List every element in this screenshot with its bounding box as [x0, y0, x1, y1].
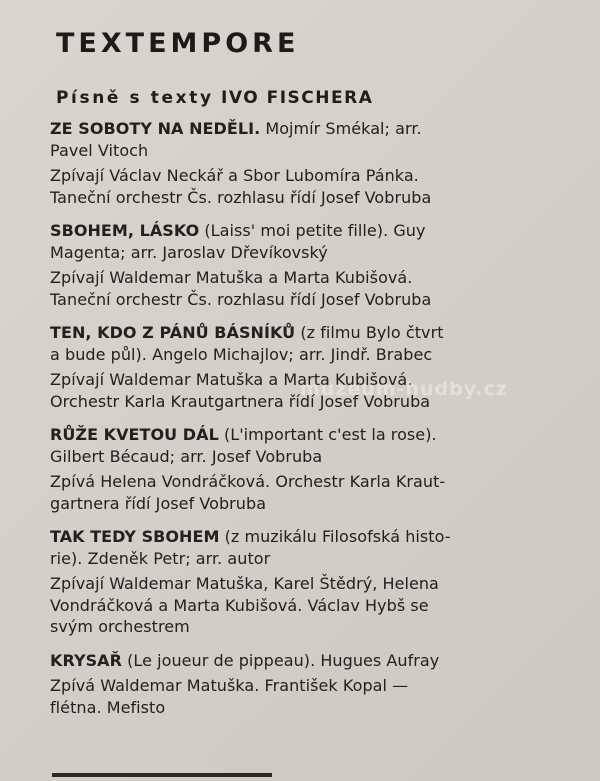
track-title-line: [50, 424, 590, 446]
track-item: [50, 220, 590, 310]
watermark-text: muzeum-hudby.cz: [300, 378, 508, 400]
performers-line: Orchestr Karla Krautgartnera řídí Josef Vobruba: [50, 391, 431, 411]
song-credits: Mojmír Smékal; arr.: [265, 119, 422, 138]
track-item: [50, 118, 590, 208]
track-title-line: [50, 322, 590, 344]
album-subtitle: [56, 88, 373, 108]
subtitle-author: IVO FISCHERA: [221, 88, 374, 108]
song-credits: (Le joueur de pippeau). Hugues Aufray: [127, 650, 440, 670]
performers-line: Taneční orchestr Čs. rozhlasu řídí Josef Vobruba: [50, 187, 432, 207]
performers-line: Zpívají Waldemar Matuška a Marta Kubišová.: [50, 370, 413, 389]
song-credits: (L'important c'est la rose).: [223, 425, 437, 444]
bottom-divider: [52, 773, 272, 777]
track-item: [50, 424, 590, 514]
performers: [50, 573, 590, 638]
song-credits: (Laiss' moi petite fille). Guy: [204, 221, 426, 240]
performers-line: Vondráčková a Marta Kubišová. Václav Hybš se: [50, 595, 429, 615]
performers-line: gartnera řídí Josef Vobruba: [50, 493, 267, 513]
performers-line: Zpívají Václav Neckář a Sbor Lubomíra Pánka.: [50, 166, 419, 185]
performers-line: Zpívá Helena Vondráčková. Orchestr Karla Kraut-: [50, 472, 446, 491]
song-title: SBOHEM, LÁSKO: [50, 221, 200, 240]
performers-line: Zpívá Waldemar Matuška. František Kopal —: [50, 676, 409, 695]
subtitle-prefix: Písně s texty: [56, 88, 214, 108]
track-title-line: [50, 526, 590, 548]
track-list: [50, 118, 590, 730]
song-credits-line: Magenta; arr. Jaroslav Dřevíkovský: [50, 242, 328, 262]
performers-line: flétna. Mefisto: [50, 697, 166, 717]
song-credits-line: Pavel Vitoch: [50, 140, 149, 160]
song-title: ZE SOBOTY NA NEDĚLI.: [50, 119, 261, 138]
song-credits: (z muzikálu Filosofská histo-: [224, 527, 451, 546]
song-credits-line: rie). Zdeněk Petr; arr. autor: [50, 548, 271, 568]
track-title-line: [50, 650, 590, 672]
song-credits-line: a bude půl). Angelo Michajlov; arr. Jindř. Brabec: [50, 344, 433, 364]
track-item: [50, 526, 590, 638]
performers-line: svým orchestrem: [50, 617, 190, 636]
song-title: TAK TEDY SBOHEM: [50, 527, 220, 546]
performers-line: Zpívají Waldemar Matuška a Marta Kubišová.: [50, 268, 413, 287]
song-title: TEN, KDO Z PÁNŮ BÁSNÍKŮ: [50, 323, 296, 342]
performers: [50, 267, 590, 310]
performers-line: Taneční orchestr Čs. rozhlasu řídí Josef Vobruba: [50, 289, 432, 309]
performers: [50, 165, 590, 208]
performers: [50, 471, 590, 514]
track-item: [50, 322, 590, 412]
track-title-line: [50, 118, 590, 140]
track-item: [50, 650, 590, 719]
song-credits-line: Gilbert Bécaud; arr. Josef Vobruba: [50, 446, 323, 466]
performers-line: Zpívají Waldemar Matuška, Karel Štědrý, Helena: [50, 574, 439, 593]
track-title-line: [50, 220, 590, 242]
performers: [50, 369, 590, 412]
song-title: RŮŽE KVETOU DÁL: [50, 425, 219, 444]
performers: [50, 675, 590, 718]
album-title: TEXTEMPORE: [56, 28, 300, 59]
song-credits: (z filmu Bylo čtvrt: [300, 323, 444, 342]
song-title: KRYSAŘ: [50, 650, 122, 670]
